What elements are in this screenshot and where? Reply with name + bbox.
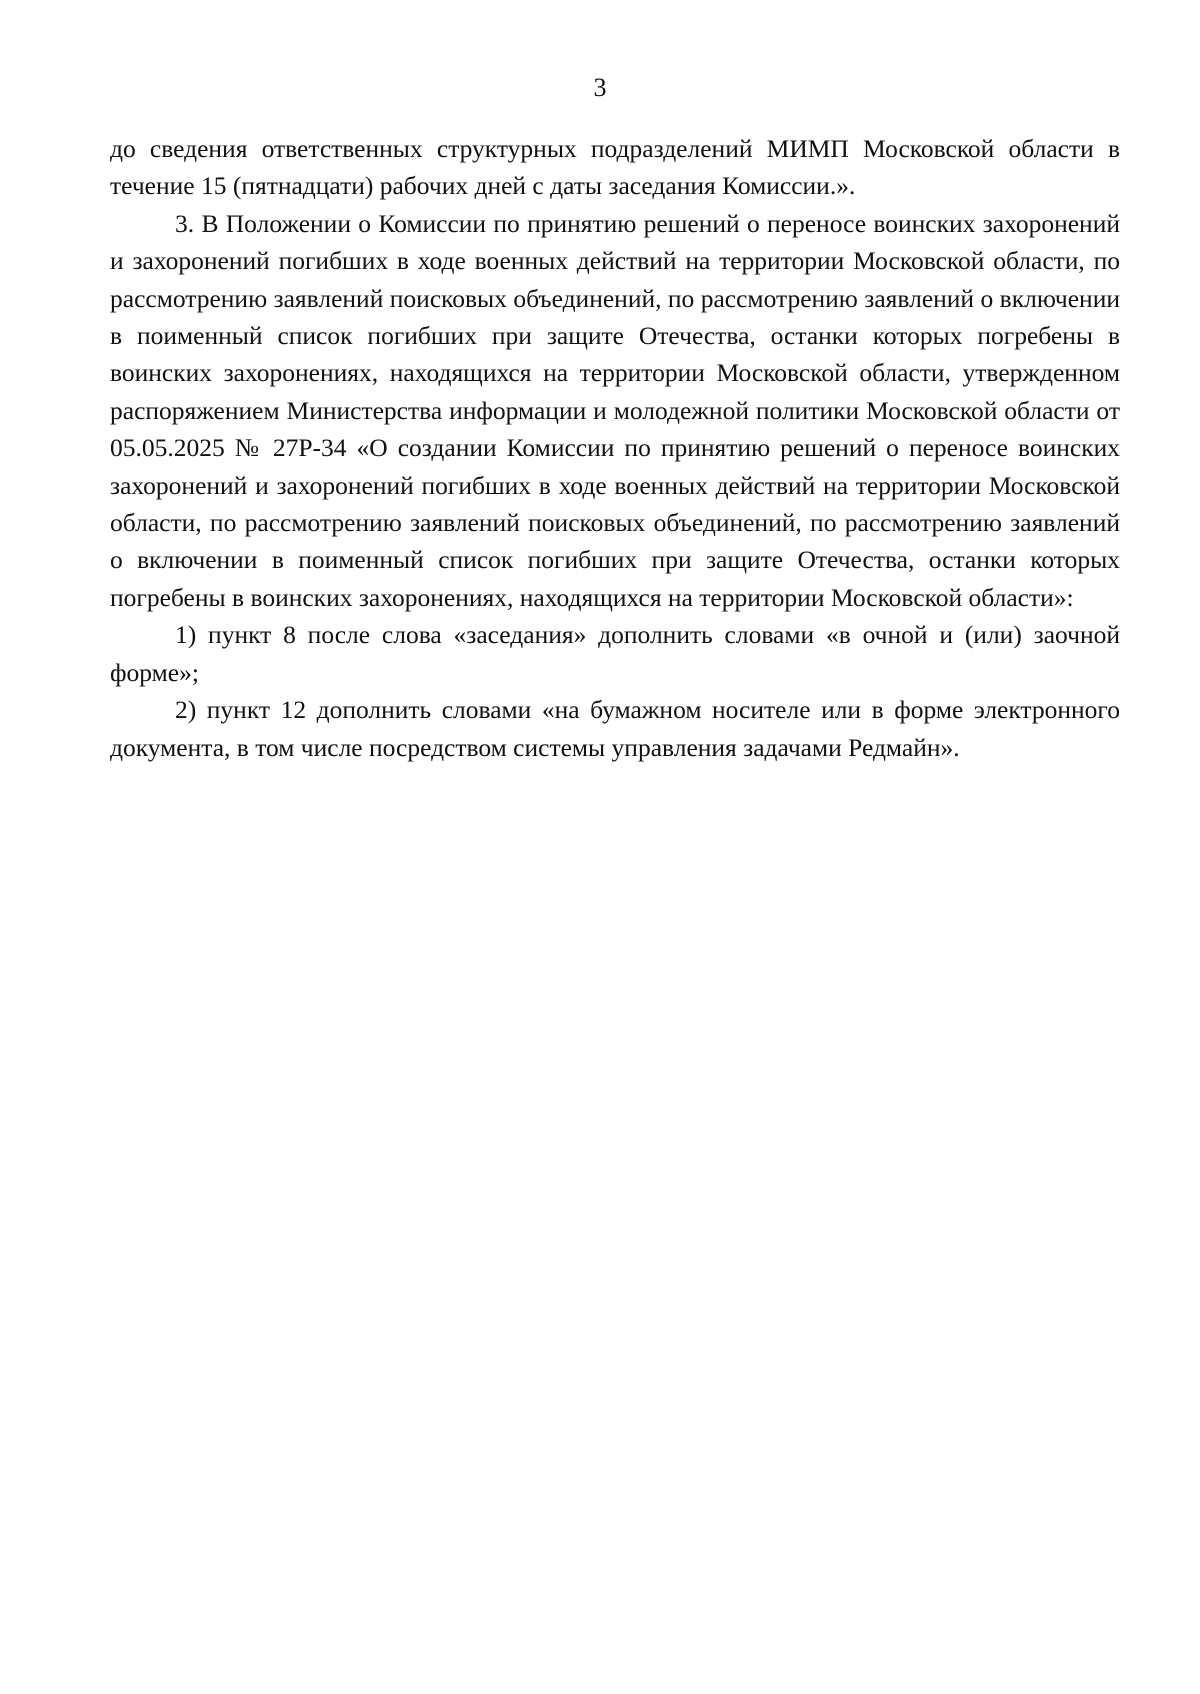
paragraph-subitem-1: 1) пункт 8 после слова «заседания» дополнить словами «в очной и (или) заочной форме»; (110, 620, 1120, 687)
paragraph-subitem-2: 2) пункт 12 дополнить словами «на бумажном носителе или в форме электронного документа, в том числе посредством системы управления задачами Редмайн». (110, 695, 1120, 762)
paragraph-continuation: до сведения ответственных структурных подразделений МИМП Московской области в течение 15 (пятнадцати) рабочих дней с даты заседания Комиссии.». (110, 134, 1120, 201)
paragraph-item-3: 3. В Положении о Комиссии по принятию решений о переносе воинских захоронений и захоронений погибших в ходе военных действий на территории Московской области, по рассмотрению заявлений поисковых объединений, по рассмотрению заявлений о включении в поименный список погибших при защите Отечества, останки которых погребены в воинских захоронениях, находящихся на территории Московской области, утвержденном распоряжением Министерства информации и молодежной политики Московской области от 05.05.2025 № 27Р-34 «О создании Комиссии по принятию решений о переносе воинских захоронений и захоронений погибших в ходе военных действий на территории Московской области, по рассмотрению заявлений поисковых объединений, по рассмотрению заявлений о включении в поименный список погибших при защите Отечества, останки которых погребены в воинских захоронениях, находящихся на территории Московской области»: (110, 208, 1120, 612)
document-body (110, 130, 1120, 766)
page-number: 3 (593, 73, 607, 102)
